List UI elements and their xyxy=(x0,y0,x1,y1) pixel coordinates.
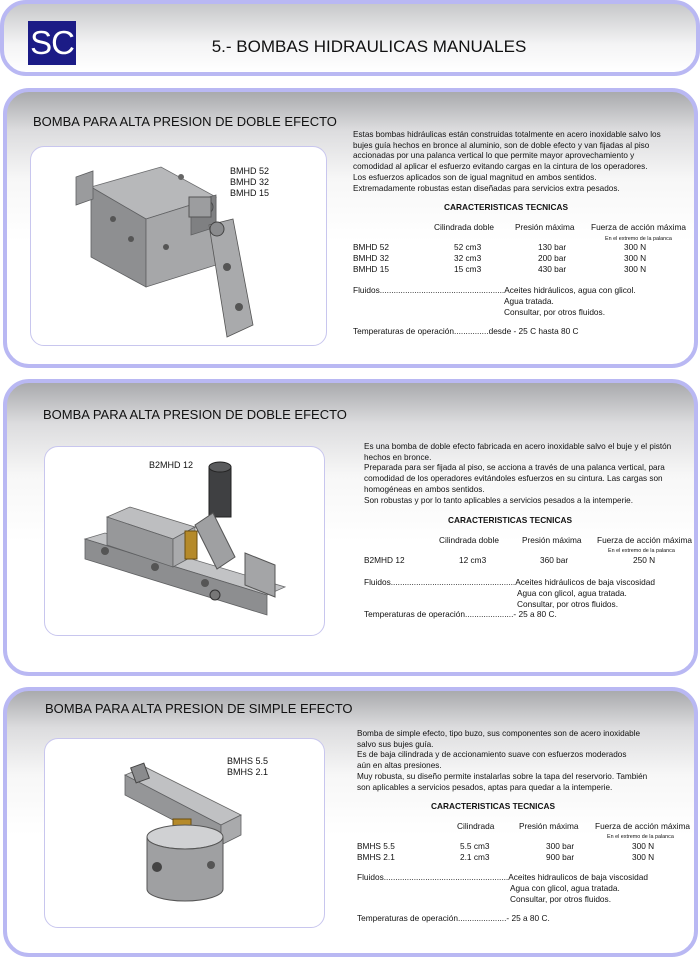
product-photo-frame xyxy=(44,738,325,928)
specs-title: CARACTERISTICAS TECNICAS xyxy=(444,202,568,212)
pressure-cell: 130 bar xyxy=(538,242,567,252)
force-note: En el extremo de la palanca xyxy=(607,834,674,840)
model-list xyxy=(227,756,268,778)
model-cell: BMHS 2.1 xyxy=(357,852,395,862)
specs-title: CARACTERISTICAS TECNICAS xyxy=(431,801,555,811)
page-header xyxy=(0,0,700,76)
pressure-cell: 360 bar xyxy=(540,555,569,565)
fluids-line: Consultar, por otros fluidos. xyxy=(504,307,605,317)
force-note: En el extremo de la palanca xyxy=(605,236,672,242)
product-section-1 xyxy=(3,88,698,368)
model-cell: BMHS 5.5 xyxy=(357,841,395,851)
pressure-cell: 900 bar xyxy=(546,852,575,862)
force-cell: 300 N xyxy=(632,841,655,851)
displacement-cell: 32 cm3 xyxy=(454,253,482,263)
specs-title: CARACTERISTICAS TECNICAS xyxy=(448,515,572,525)
force-cell: 300 N xyxy=(624,242,647,252)
model-list xyxy=(149,460,193,471)
description-line: homogéneas en ambos sentidos. xyxy=(364,484,485,494)
bmhs-pump-image xyxy=(45,739,326,929)
description-line: son aplicables a servicios pesados, aptas para quedar a la intemperie. xyxy=(357,782,613,792)
fluids-line: Fluidos......................................................Aceites hidráulicos de baja viscosidad xyxy=(364,577,655,587)
displacement-cell: 15 cm3 xyxy=(454,264,482,274)
fluids-line: Consultar, por otros fluidos. xyxy=(510,894,611,904)
description-line: Es de baja cilindrada y de accionamiento suave con esfuerzos moderados xyxy=(357,750,627,760)
description-line: comodidad al aplicar el esfuerzo evitando cargas en la cintura de los operadores. xyxy=(353,162,648,172)
force-cell: 250 N xyxy=(633,555,656,565)
fluids-line: Agua con glicol, agua tratada. xyxy=(517,588,627,598)
description-line: Estas bombas hidráulicas están construidas totalmente en acero inoxidable salvo los xyxy=(353,130,661,139)
force-cell: 300 N xyxy=(624,264,647,274)
description-line: comodidad de los operadores evitándoles esfuerzos en su cintura. Las cargas son xyxy=(364,474,663,484)
model-cell: BMHD 52 xyxy=(353,242,389,252)
force-note: En el extremo de la palanca xyxy=(608,548,675,554)
column-displacement: Cilindrada doble xyxy=(439,535,499,545)
description-line: Los esfuerzos aplicados son de igual magnitud en ambos sentidos. xyxy=(353,172,597,182)
column-pressure: Presión máxima xyxy=(522,535,582,545)
column-pressure: Presión máxima xyxy=(515,222,575,232)
model-label: BMHS 2.1 xyxy=(227,767,269,777)
temperature-line: Temperaturas de operación...............desde - 25 C hasta 80 C xyxy=(353,326,579,336)
product-description xyxy=(353,130,661,194)
description-line: Extremadamente robustas estan diseñadas para servicios extra pesados. xyxy=(353,183,620,193)
pressure-cell: 430 bar xyxy=(538,264,567,274)
model-cell: BMHD 15 xyxy=(353,264,389,274)
b2mhd-pump-image xyxy=(45,447,326,637)
company-logo: SC xyxy=(28,21,76,65)
page-title: 5.- BOMBAS HIDRAULICAS MANUALES xyxy=(211,37,527,56)
product-section-3 xyxy=(3,687,698,957)
temperature-line: Temperaturas de operación.....................- 25 a 80 C. xyxy=(364,609,557,619)
model-label: BMHD 32 xyxy=(230,177,270,187)
model-label: BMHS 5.5 xyxy=(227,756,269,766)
column-force: Fuerza de acción máxima xyxy=(595,821,690,831)
fluids-line: Agua tratada. xyxy=(504,296,554,306)
fluids-line: Consultar, por otros fluidos. xyxy=(517,599,618,609)
model-label: B2MHD 12 xyxy=(149,460,194,470)
section-title: BOMBA PARA ALTA PRESION DE SIMPLE EFECTO xyxy=(45,701,353,716)
fluids-line: Fluidos......................................................Aceites hidraulicos de baja viscosidad xyxy=(357,872,648,882)
product-photo-frame xyxy=(44,446,325,636)
displacement-cell: 12 cm3 xyxy=(459,555,487,565)
section-title: BOMBA PARA ALTA PRESION DE DOBLE EFECTO xyxy=(43,407,347,422)
model-label: BMHD 15 xyxy=(230,188,270,198)
model-label: BMHD 52 xyxy=(230,166,270,176)
column-force: Fuerza de acción máxima xyxy=(591,222,686,232)
column-displacement: Cilindrada doble xyxy=(434,222,494,232)
fluids-line: Fluidos......................................................Aceites hidráulicos, agua con glicol. xyxy=(353,285,636,295)
bmhd-pump-image xyxy=(31,147,328,347)
displacement-cell: 2.1 cm3 xyxy=(460,852,490,862)
product-description xyxy=(357,729,647,793)
model-cell: B2MHD 12 xyxy=(364,555,405,565)
model-cell: BMHD 32 xyxy=(353,253,389,263)
fluids-line: Agua con glicol, agua tratada. xyxy=(510,883,620,893)
column-pressure: Presión máxima xyxy=(519,821,579,831)
description-line: Es una bomba de doble efecto fabricada en acero inoxidable salvo el buje y el pistón xyxy=(364,442,672,451)
product-description xyxy=(364,442,671,506)
description-line: accionadas por una palanca vertical lo que permite mayor aprovechamiento y xyxy=(353,151,635,161)
description-line: Preparada para ser fijada al piso, se acciona a través de una palanca vertical, para xyxy=(364,463,665,473)
description-line: bujes guía hechos en bronce al aluminio, son de doble efecto y van fijadas al piso xyxy=(353,140,650,150)
displacement-cell: 52 cm3 xyxy=(454,242,482,252)
temperature-line: Temperaturas de operación.....................- 25 a 80 C. xyxy=(357,913,550,923)
product-section-2 xyxy=(3,379,698,676)
displacement-cell: 5.5 cm3 xyxy=(460,841,490,851)
pressure-cell: 200 bar xyxy=(538,253,567,263)
force-cell: 300 N xyxy=(632,852,655,862)
pressure-cell: 300 bar xyxy=(546,841,575,851)
column-force: Fuerza de acción máxima xyxy=(597,535,692,545)
column-displacement: Cilindrada xyxy=(457,821,495,831)
description-line: Muy robusta, su diseño permite instalarlas sobre la tapa del reservorio. También xyxy=(357,771,648,781)
product-photo-frame xyxy=(30,146,327,346)
description-line: hechos en bronce. xyxy=(364,452,432,462)
force-cell: 300 N xyxy=(624,253,647,263)
description-line: aún en altas presiones. xyxy=(357,761,442,771)
section-title: BOMBA PARA ALTA PRESION DE DOBLE EFECTO xyxy=(33,114,337,129)
model-list xyxy=(230,166,269,199)
description-line: Son robustas y por lo tanto aplicables a servicios pesados a la intemperie. xyxy=(364,495,633,505)
description-line: salvo sus bujes guía. xyxy=(357,739,434,749)
description-line: Bomba de simple efecto, tipo buzo, sus componentes son de acero inoxidable xyxy=(357,729,641,738)
